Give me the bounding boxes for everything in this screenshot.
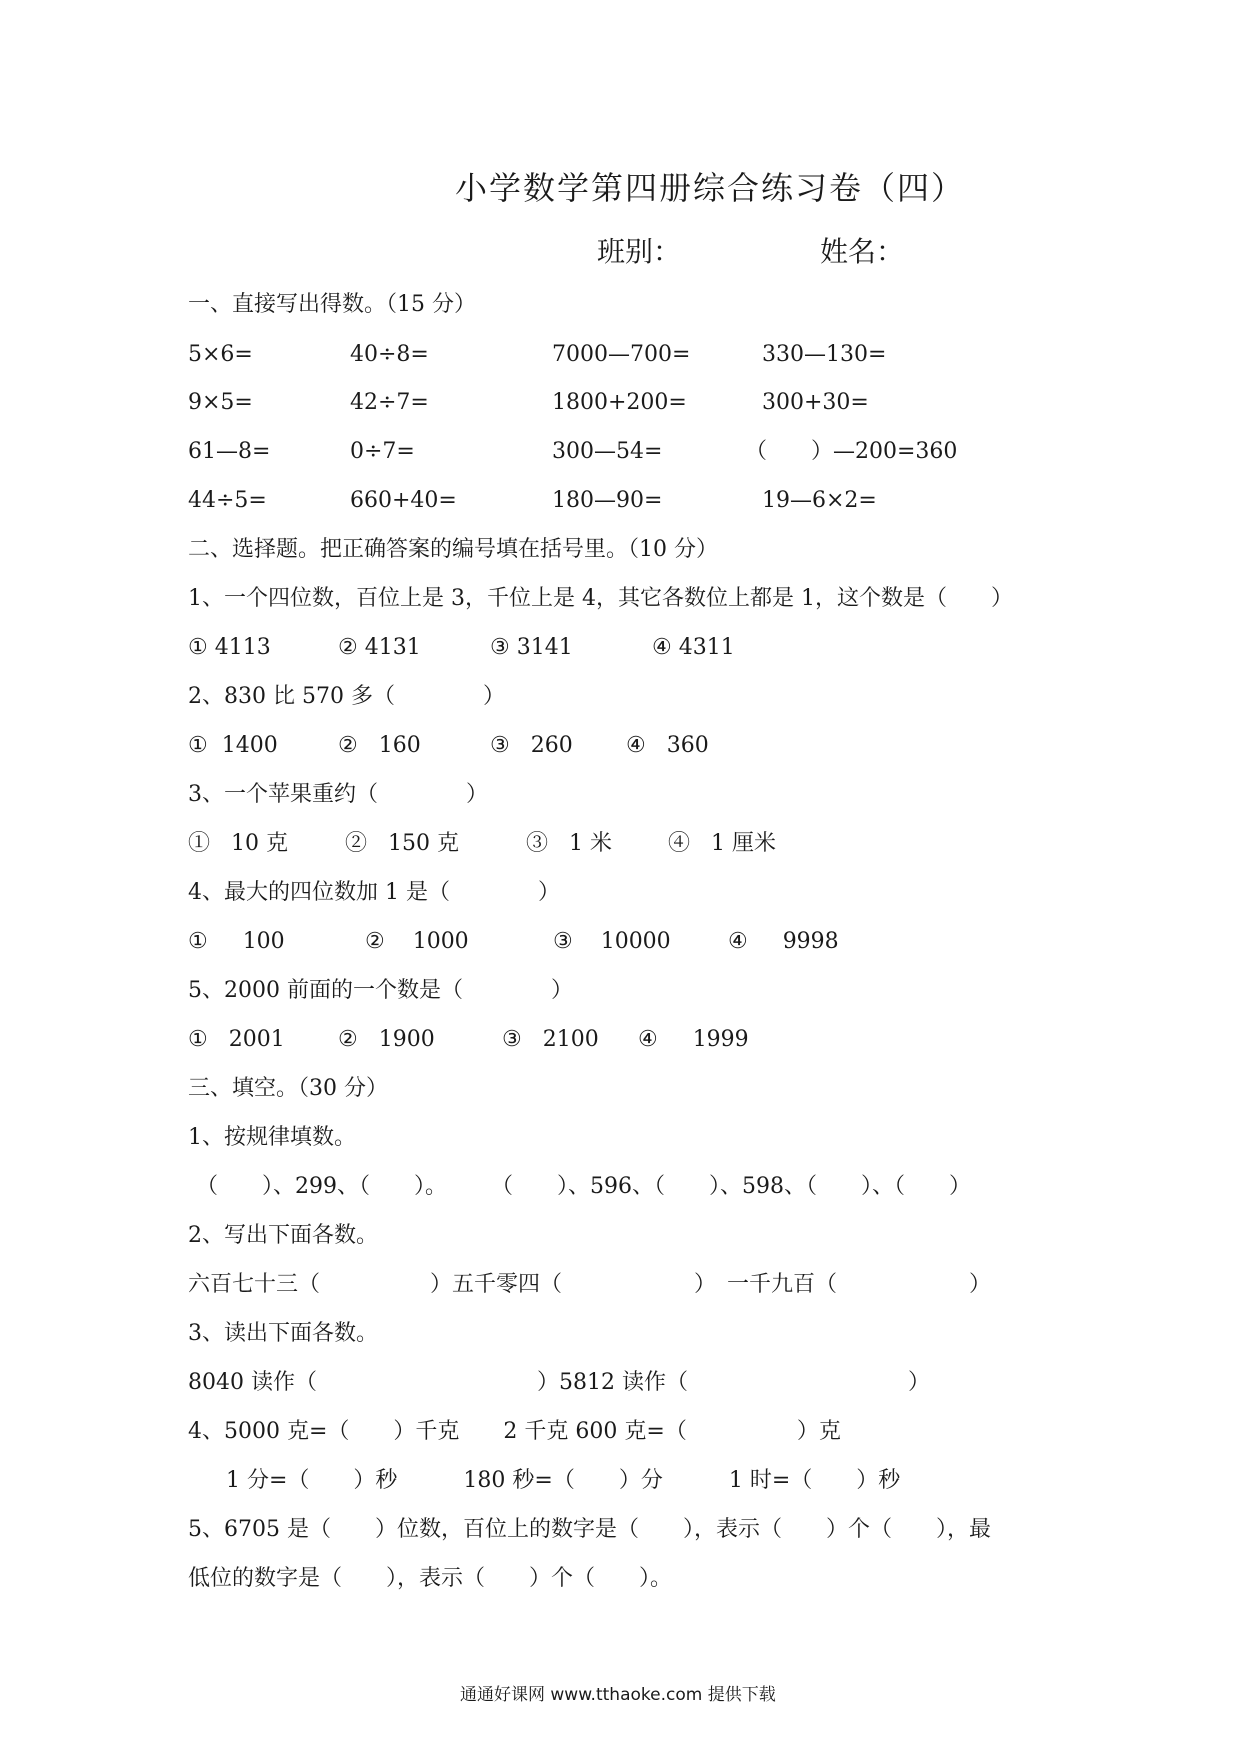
calc-cell: 7000—700= <box>552 342 691 367</box>
calc-cell: 300+30= <box>762 390 869 415</box>
fill-q1: 1、按规律填数。 <box>188 1125 356 1150</box>
question-4: 4、最大的四位数加 1 是（ ） <box>188 880 560 905</box>
question-2: 2、830 比 570 多（ ） <box>188 684 505 709</box>
option: ④ 360 <box>626 733 709 758</box>
name-label: 姓名： <box>820 235 905 268</box>
section2-heading: 二、选择题。把正确答案的编号填在括号里。（10 分） <box>188 537 718 562</box>
option: ① 2001 <box>188 1027 285 1052</box>
calc-cell: 9×5= <box>188 390 253 415</box>
option: ② 1900 <box>338 1027 435 1052</box>
section3-heading: 三、填空。（30 分） <box>188 1076 388 1101</box>
calc-cell: 660+40= <box>350 488 457 513</box>
calc-cell: 40÷8= <box>350 342 429 367</box>
option: ③ 10000 <box>553 929 671 954</box>
fill-q1-line: （ ）、299、（ ）。 （ ）、596、（ ）、598、（ ）、（ ） <box>196 1174 971 1199</box>
option: ③ 1 米 <box>526 831 612 856</box>
option: ① 4113 <box>188 635 271 660</box>
option: ③ 260 <box>490 733 573 758</box>
question-5: 5、2000 前面的一个数是（ ） <box>188 978 573 1003</box>
fill-q4-line1: 4、5000 克=（ ）千克 2 千克 600 克=（ ）克 <box>188 1419 841 1444</box>
calc-cell: 1800+200= <box>552 390 687 415</box>
fill-q2: 2、写出下面各数。 <box>188 1223 378 1248</box>
option: ① 10 克 <box>188 831 288 856</box>
option: ④ 1999 <box>638 1027 749 1052</box>
section1-heading: 一、直接写出得数。（15 分） <box>188 292 476 317</box>
fill-q5-line1: 5、6705 是（ ）位数，百位上的数字是（ ），表示（ ）个（ ），最 <box>188 1517 991 1542</box>
page-title: 小学数学第四册综合练习卷（四） <box>455 169 966 207</box>
option: ④ 1 厘米 <box>668 831 776 856</box>
option: ① 1400 <box>188 733 278 758</box>
option: ② 150 克 <box>345 831 459 856</box>
calc-cell: 300—54= <box>552 439 663 464</box>
option: ① 100 <box>188 929 285 954</box>
option: ④ 9998 <box>728 929 839 954</box>
option: ③ 2100 <box>502 1027 599 1052</box>
fill-q3-line: 8040 读作（ ）5812 读作（ ） <box>188 1370 930 1395</box>
fill-q4-line2: 1 分=（ ）秒 180 秒=（ ）分 1 时=（ ）秒 <box>226 1468 901 1493</box>
fill-q3: 3、读出下面各数。 <box>188 1321 378 1346</box>
calc-cell: 330—130= <box>762 342 887 367</box>
calc-cell: 5×6= <box>188 342 253 367</box>
option: ② 4131 <box>338 635 421 660</box>
calc-cell: 42÷7= <box>350 390 429 415</box>
option: ② 160 <box>338 733 421 758</box>
calc-cell: 44÷5= <box>188 488 267 513</box>
calc-cell: 61—8= <box>188 439 271 464</box>
class-label: 班别： <box>597 235 682 268</box>
fill-q5-line2: 低位的数字是（ ），表示（ ）个（ ）。 <box>188 1566 673 1591</box>
option: ② 1000 <box>365 929 469 954</box>
calc-cell: （ ）—200=360 <box>745 439 958 464</box>
option: ④ 4311 <box>652 635 735 660</box>
calc-cell: 19—6×2= <box>762 488 877 513</box>
question-3: 3、一个苹果重约（ ） <box>188 782 488 807</box>
footer-text: 通通好课网 www.tthaoke.com 提供下载 <box>460 1685 776 1705</box>
calc-cell: 180—90= <box>552 488 663 513</box>
calc-cell: 0÷7= <box>350 439 415 464</box>
option: ③ 3141 <box>490 635 573 660</box>
question-1: 1、一个四位数，百位上是 3，千位上是 4，其它各数位上都是 1，这个数是（ ） <box>188 586 1013 611</box>
fill-q2-line: 六百七十三（ ）五千零四（ ） 一千九百（ ） <box>188 1272 992 1297</box>
